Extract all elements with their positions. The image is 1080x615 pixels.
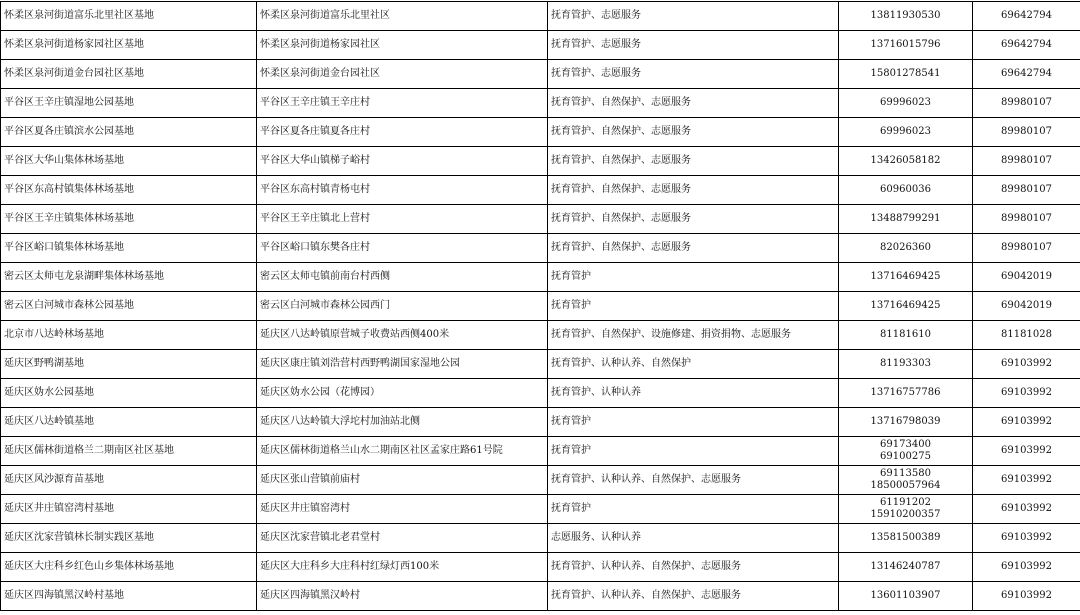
district-tel-cell: 81181028 bbox=[973, 321, 1080, 350]
services-cell: 抚育管护、自然保护、志愿服务 bbox=[548, 176, 839, 205]
table-row bbox=[1, 147, 1080, 176]
services-cell: 志愿服务、认种认养 bbox=[548, 524, 839, 553]
table-row bbox=[1, 379, 1080, 408]
contact-phone-cell bbox=[839, 553, 973, 582]
services-cell: 抚育管护、自然保护、志愿服务 bbox=[548, 234, 839, 263]
table-row bbox=[1, 408, 1080, 437]
address-cell: 延庆区沈家营镇北老君堂村 bbox=[257, 524, 548, 553]
address-cell: 密云区太师屯镇前南台村西侧 bbox=[257, 263, 548, 292]
contact-phone: 69100275 bbox=[880, 451, 931, 462]
table-row bbox=[1, 2, 1080, 31]
services-cell: 抚育管护、自然保护、志愿服务 bbox=[548, 147, 839, 176]
address-cell: 平谷区大华山镇梯子峪村 bbox=[257, 147, 548, 176]
contact-phone: 81193303 bbox=[880, 358, 931, 369]
services-cell: 抚育管护 bbox=[548, 495, 839, 524]
table-row bbox=[1, 118, 1080, 147]
district-tel-cell: 69103992 bbox=[973, 524, 1080, 553]
base-name-cell: 平谷区峪口镇集体林场基地 bbox=[1, 234, 257, 263]
contact-phone: 61191202 bbox=[880, 497, 931, 508]
table-row bbox=[1, 234, 1080, 263]
table-row bbox=[1, 31, 1080, 60]
contact-phone-cell bbox=[839, 379, 973, 408]
district-tel-cell: 69042019 bbox=[973, 292, 1080, 321]
contact-phone-cell bbox=[839, 263, 973, 292]
address-cell: 延庆区康庄镇刘浩营村西野鸭湖国家湿地公园 bbox=[257, 350, 548, 379]
address-cell: 延庆区井庄镇窑湾村 bbox=[257, 495, 548, 524]
contact-phone-cell bbox=[839, 2, 973, 31]
district-tel-cell: 69042019 bbox=[973, 263, 1080, 292]
district-tel-cell: 69103992 bbox=[973, 350, 1080, 379]
table-row bbox=[1, 495, 1080, 524]
contact-phone-cell bbox=[839, 176, 973, 205]
contact-phone-cell bbox=[839, 205, 973, 234]
base-name-cell: 密云区太师屯龙泉湖畔集体林场基地 bbox=[1, 263, 257, 292]
base-name-cell: 密云区白河城市森林公园基地 bbox=[1, 292, 257, 321]
district-tel-cell: 69642794 bbox=[973, 2, 1080, 31]
contact-phone: 13716469425 bbox=[870, 271, 941, 282]
services-cell: 抚育管护 bbox=[548, 292, 839, 321]
address-cell: 延庆区儒林街道格兰山水二期南区社区孟家庄路61号院 bbox=[257, 437, 548, 466]
contact-phone: 69996023 bbox=[880, 126, 931, 137]
contact-phone: 13581500389 bbox=[870, 532, 941, 543]
district-tel-cell: 69103992 bbox=[973, 553, 1080, 582]
address-cell: 平谷区夏各庄镇夏各庄村 bbox=[257, 118, 548, 147]
services-cell: 抚育管护、自然保护、志愿服务 bbox=[548, 118, 839, 147]
services-cell: 抚育管护 bbox=[548, 437, 839, 466]
district-tel-cell: 89980107 bbox=[973, 176, 1080, 205]
district-tel-cell: 89980107 bbox=[973, 89, 1080, 118]
address-cell: 怀柔区泉河街道金台园社区 bbox=[257, 60, 548, 89]
services-cell: 抚育管护、志愿服务 bbox=[548, 60, 839, 89]
table-row bbox=[1, 437, 1080, 466]
services-cell: 抚育管护、认种认养、自然保护 bbox=[548, 350, 839, 379]
address-cell: 平谷区峪口镇东樊各庄村 bbox=[257, 234, 548, 263]
contact-phone: 13601103907 bbox=[870, 590, 941, 601]
contact-phone-cell bbox=[839, 350, 973, 379]
contact-phone-cell bbox=[839, 292, 973, 321]
contact-phone: 15801278541 bbox=[870, 68, 941, 79]
contact-phone-cell bbox=[839, 582, 973, 611]
district-tel-cell: 69103992 bbox=[973, 495, 1080, 524]
contact-phone: 69996023 bbox=[880, 97, 931, 108]
services-cell: 抚育管护、认种认养 bbox=[548, 379, 839, 408]
base-name-cell: 延庆区四海镇黑汉岭村基地 bbox=[1, 582, 257, 611]
contact-phone-cell bbox=[839, 408, 973, 437]
district-tel-cell: 69103992 bbox=[973, 408, 1080, 437]
district-tel-cell: 89980107 bbox=[973, 147, 1080, 176]
contact-phone: 13716469425 bbox=[870, 300, 941, 311]
table-row bbox=[1, 263, 1080, 292]
address-cell: 平谷区王辛庄镇北上营村 bbox=[257, 205, 548, 234]
table-row bbox=[1, 524, 1080, 553]
base-name-cell: 平谷区夏各庄镇滨水公园基地 bbox=[1, 118, 257, 147]
services-cell: 抚育管护、认种认养、自然保护、志愿服务 bbox=[548, 553, 839, 582]
address-cell: 怀柔区泉河街道富乐北里社区 bbox=[257, 2, 548, 31]
district-tel-cell: 69103992 bbox=[973, 437, 1080, 466]
address-cell: 延庆区八达岭镇大浮坨村加油站北侧 bbox=[257, 408, 548, 437]
base-name-cell: 延庆区儒林街道格兰二期南区社区基地 bbox=[1, 437, 257, 466]
contact-phone: 82026360 bbox=[880, 242, 931, 253]
base-name-cell: 延庆区大庄科乡红色山乡集体林场基地 bbox=[1, 553, 257, 582]
services-cell: 抚育管护、认种认养、自然保护、志愿服务 bbox=[548, 466, 839, 495]
contact-phone-cell bbox=[839, 466, 973, 495]
contact-phone: 81181610 bbox=[880, 329, 931, 340]
contact-phone: 15910200357 bbox=[870, 509, 941, 520]
contact-phone-cell bbox=[839, 524, 973, 553]
base-name-cell: 平谷区王辛庄镇湿地公园基地 bbox=[1, 89, 257, 118]
contact-phone-cell bbox=[839, 89, 973, 118]
contact-phone-cell bbox=[839, 234, 973, 263]
address-cell: 延庆区张山营镇前庙村 bbox=[257, 466, 548, 495]
base-name-cell: 怀柔区泉河街道杨家园社区基地 bbox=[1, 31, 257, 60]
base-name-cell: 延庆区妫水公园基地 bbox=[1, 379, 257, 408]
contact-phone: 13488799291 bbox=[870, 213, 941, 224]
contact-phone: 60960036 bbox=[880, 184, 931, 195]
address-cell: 平谷区东高村镇青杨屯村 bbox=[257, 176, 548, 205]
contact-phone: 13716798039 bbox=[870, 416, 941, 427]
base-name-cell: 延庆区井庄镇窑湾村基地 bbox=[1, 495, 257, 524]
contact-phone: 69173400 bbox=[880, 439, 931, 450]
base-name-cell: 延庆区风沙源育苗基地 bbox=[1, 466, 257, 495]
table-row bbox=[1, 553, 1080, 582]
contact-phone: 13716015796 bbox=[870, 39, 941, 50]
address-cell: 平谷区王辛庄镇王辛庄村 bbox=[257, 89, 548, 118]
district-tel-cell: 69642794 bbox=[973, 31, 1080, 60]
contact-phone: 13426058182 bbox=[870, 155, 941, 166]
contact-phone-cell bbox=[839, 437, 973, 466]
contact-phone-cell bbox=[839, 147, 973, 176]
base-name-cell: 怀柔区泉河街道金台园社区基地 bbox=[1, 60, 257, 89]
services-cell: 抚育管护、自然保护、志愿服务 bbox=[548, 205, 839, 234]
base-name-cell: 延庆区野鸭湖基地 bbox=[1, 350, 257, 379]
base-name-cell: 延庆区沈家营镇林长制实践区基地 bbox=[1, 524, 257, 553]
base-name-cell: 平谷区大华山集体林场基地 bbox=[1, 147, 257, 176]
address-cell: 密云区白河城市森林公园西门 bbox=[257, 292, 548, 321]
base-name-cell: 延庆区八达岭镇基地 bbox=[1, 408, 257, 437]
contact-phone-cell bbox=[839, 118, 973, 147]
table-row bbox=[1, 321, 1080, 350]
services-cell: 抚育管护、自然保护、志愿服务 bbox=[548, 89, 839, 118]
table-body bbox=[1, 2, 1080, 611]
table-row bbox=[1, 60, 1080, 89]
district-tel-cell: 89980107 bbox=[973, 118, 1080, 147]
address-cell: 延庆区大庄科乡大庄科村红绿灯西100米 bbox=[257, 553, 548, 582]
district-tel-cell: 89980107 bbox=[973, 234, 1080, 263]
table-row bbox=[1, 582, 1080, 611]
base-name-cell: 平谷区东高村镇集体林场基地 bbox=[1, 176, 257, 205]
services-cell: 抚育管护、认种认养、自然保护、志愿服务 bbox=[548, 582, 839, 611]
contact-phone: 69113580 bbox=[880, 468, 931, 479]
table-row bbox=[1, 350, 1080, 379]
services-cell: 抚育管护、志愿服务 bbox=[548, 2, 839, 31]
address-cell: 延庆区八达岭镇原营城子收费站西侧400米 bbox=[257, 321, 548, 350]
contact-phone-cell bbox=[839, 495, 973, 524]
table-row bbox=[1, 89, 1080, 118]
table-row bbox=[1, 176, 1080, 205]
district-tel-cell: 69642794 bbox=[973, 60, 1080, 89]
contact-phone-cell bbox=[839, 321, 973, 350]
base-name-cell: 怀柔区泉河街道富乐北里社区基地 bbox=[1, 2, 257, 31]
base-name-cell: 北京市八达岭林场基地 bbox=[1, 321, 257, 350]
base-table bbox=[0, 1, 1080, 611]
address-cell: 怀柔区泉河街道杨家园社区 bbox=[257, 31, 548, 60]
services-cell: 抚育管护 bbox=[548, 263, 839, 292]
district-tel-cell: 69103992 bbox=[973, 379, 1080, 408]
table-row bbox=[1, 466, 1080, 495]
contact-phone: 13716757786 bbox=[870, 387, 941, 398]
district-tel-cell: 69103992 bbox=[973, 582, 1080, 611]
services-cell: 抚育管护、自然保护、设施修建、捐资捐物、志愿服务 bbox=[548, 321, 839, 350]
district-tel-cell: 69103992 bbox=[973, 466, 1080, 495]
district-tel-cell: 89980107 bbox=[973, 205, 1080, 234]
services-cell: 抚育管护、志愿服务 bbox=[548, 31, 839, 60]
base-name-cell: 平谷区王辛庄镇集体林场基地 bbox=[1, 205, 257, 234]
services-cell: 抚育管护 bbox=[548, 408, 839, 437]
address-cell: 延庆区四海镇黑汉岭村 bbox=[257, 582, 548, 611]
contact-phone-cell bbox=[839, 31, 973, 60]
address-cell: 延庆区妫水公园（花博园） bbox=[257, 379, 548, 408]
contact-phone: 13811930530 bbox=[870, 10, 941, 21]
contact-phone-cell bbox=[839, 60, 973, 89]
contact-phone: 18500057964 bbox=[870, 480, 941, 491]
table-row bbox=[1, 205, 1080, 234]
contact-phone: 13146240787 bbox=[870, 561, 941, 572]
table-row bbox=[1, 292, 1080, 321]
